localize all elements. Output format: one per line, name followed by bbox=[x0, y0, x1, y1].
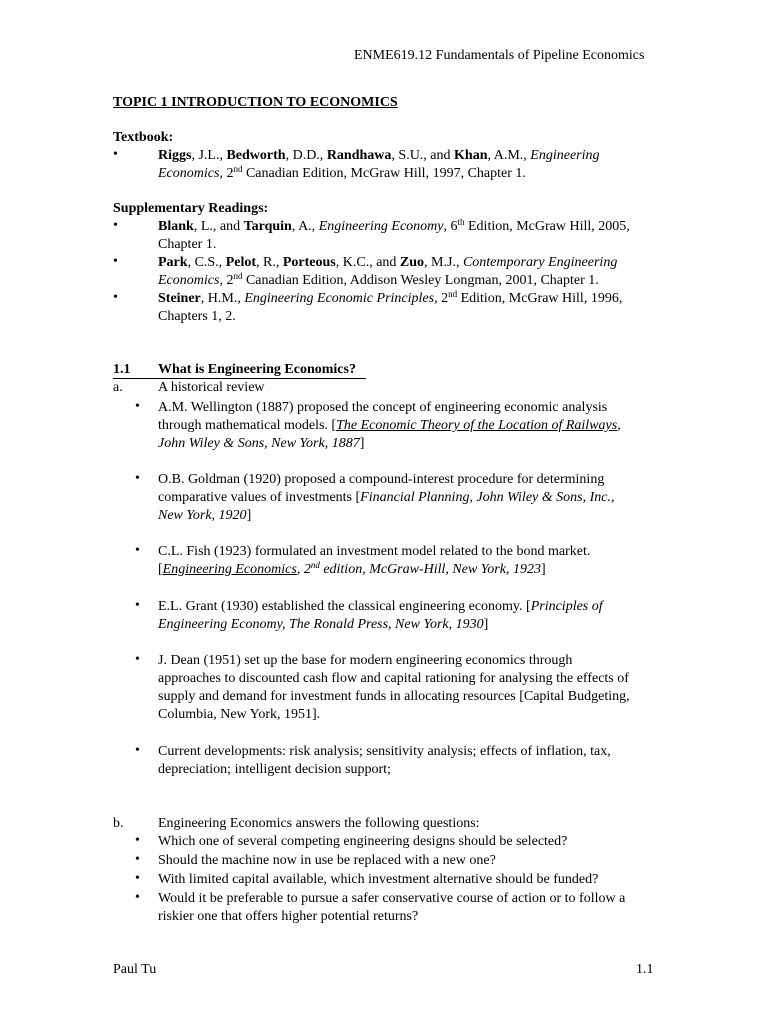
supp-ref3-line2: Chapters 1, 2. bbox=[158, 309, 236, 324]
history-fish-line1: C.L. Fish (1923) formulated an investment model related to the bond market. bbox=[158, 544, 591, 559]
footer-author: Paul Tu bbox=[113, 962, 157, 977]
history-current-line2: depreciation; intelligent decision support; bbox=[158, 762, 391, 777]
bullet: • bbox=[135, 598, 140, 613]
history-grant-line2: Engineering Economy, The Ronald Press, New York, 1930] bbox=[158, 617, 489, 632]
history-dean-line1: J. Dean (1951) set up the base for modern engineering economics through bbox=[158, 653, 573, 668]
history-wellington-line1: A.M. Wellington (1887) proposed the concept of engineering economic analysis bbox=[158, 400, 608, 415]
history-dean-line4: Columbia, New York, 1951]. bbox=[158, 707, 321, 722]
bullet: • bbox=[135, 399, 140, 414]
history-dean-line3: supply and demand for investment funds in allocating resources [Capital Budgeting, bbox=[158, 689, 630, 704]
item-b-label: b. bbox=[113, 816, 124, 831]
history-goldman-line2: comparative values of investments [Financial Planning, John Wiley & Sons, Inc., bbox=[158, 490, 615, 505]
supplementary-heading: Supplementary Readings: bbox=[113, 201, 269, 216]
history-goldman-line1: O.B. Goldman (1920) proposed a compound-interest procedure for determining bbox=[158, 472, 605, 487]
textbook-ref-line1: Riggs, J.L., Bedworth, D.D., Randhawa, S.U., and Khan, A.M., Engineering bbox=[158, 148, 600, 163]
question-3: With limited capital available, which investment alternative should be funded? bbox=[158, 872, 599, 887]
supp-ref1-line1: Blank, L., and Tarquin, A., Engineering Economy, 6th Edition, McGraw Hill, 2005, bbox=[158, 217, 630, 234]
running-header: ENME619.12 Fundamentals of Pipeline Economics bbox=[354, 48, 645, 63]
supp-ref2-line2: Economics, 2nd Canadian Edition, Addison Wesley Longman, 2001, Chapter 1. bbox=[158, 271, 599, 288]
bullet: • bbox=[113, 147, 118, 162]
bullet: • bbox=[135, 833, 140, 848]
section-title: What is Engineering Economics? bbox=[158, 362, 356, 377]
bullet: • bbox=[113, 218, 118, 233]
supp-ref3-line1: Steiner, H.M., Engineering Economic Principles, 2nd Edition, McGraw Hill, 1996, bbox=[158, 289, 623, 306]
history-goldman-line3: New York, 1920] bbox=[158, 508, 252, 523]
history-wellington-line3: John Wiley & Sons, New York, 1887] bbox=[158, 436, 365, 451]
textbook-heading: Textbook: bbox=[113, 130, 174, 145]
item-a-text: A historical review bbox=[158, 380, 265, 395]
footer-page-number: 1.1 bbox=[636, 962, 654, 977]
topic-title: TOPIC 1 INTRODUCTION TO ECONOMICS bbox=[113, 95, 398, 110]
item-a-label: a. bbox=[113, 380, 123, 395]
bullet: • bbox=[135, 743, 140, 758]
bullet: • bbox=[135, 890, 140, 905]
history-fish-line2: [Engineering Economics, 2nd edition, McGraw-Hill, New York, 1923] bbox=[158, 560, 546, 577]
history-wellington-line2: through mathematical models. [The Economic Theory of the Location of Railways, bbox=[158, 418, 621, 433]
bullet: • bbox=[135, 871, 140, 886]
history-current-line1: Current developments: risk analysis; sensitivity analysis; effects of inflation, tax, bbox=[158, 744, 611, 759]
bullet: • bbox=[135, 852, 140, 867]
section-number: 1.1 bbox=[113, 362, 131, 377]
bullet: • bbox=[113, 290, 118, 305]
question-4-line1: Would it be preferable to pursue a safer conservative course of action or to follow a bbox=[158, 891, 626, 906]
textbook-ref-line2: Economics, 2nd Canadian Edition, McGraw Hill, 1997, Chapter 1. bbox=[158, 164, 526, 181]
supp-ref2-line1: Park, C.S., Pelot, R., Porteous, K.C., and Zuo, M.J., Contemporary Engineering bbox=[158, 255, 618, 270]
bullet: • bbox=[135, 543, 140, 558]
bullet: • bbox=[135, 652, 140, 667]
question-4-line2: riskier one that offers higher potential returns? bbox=[158, 909, 419, 924]
question-1: Which one of several competing engineering designs should be selected? bbox=[158, 834, 568, 849]
supp-ref1-line2: Chapter 1. bbox=[158, 237, 217, 252]
item-b-text: Engineering Economics answers the following questions: bbox=[158, 816, 480, 831]
history-dean-line2: approaches to discounted cash flow and capital rationing for analysing the effects of bbox=[158, 671, 629, 686]
history-grant-line1: E.L. Grant (1930) established the classical engineering economy. [Principles of bbox=[158, 599, 603, 614]
question-2: Should the machine now in use be replaced with a new one? bbox=[158, 853, 496, 868]
bullet: • bbox=[135, 471, 140, 486]
bullet: • bbox=[113, 254, 118, 269]
